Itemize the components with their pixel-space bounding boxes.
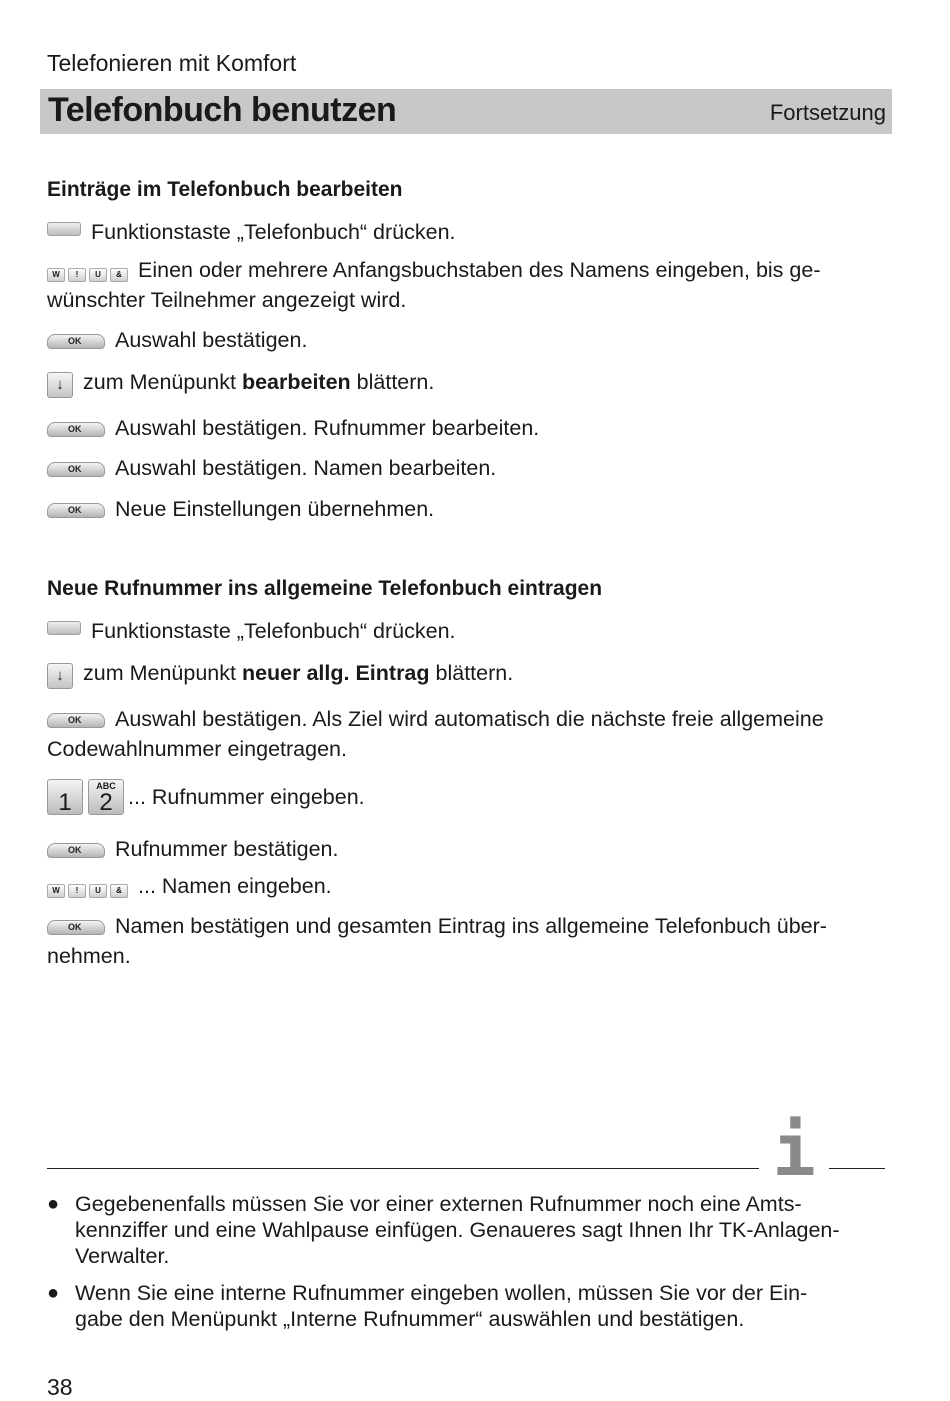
new-step-4: 1 ABC 2 ... Rufnummer eingeben. [47, 779, 887, 815]
continuation-label: Fortsetzung [769, 100, 886, 125]
edit-step-2: W ! U & Einen oder mehrere Anfangsbuchstaben des Namens eingeben, bis ge- wünschter Teilnehmer angezeigt wird. [47, 258, 821, 312]
new-section-heading: Neue Rufnummer ins allgemeine Telefonbuch eintragen [47, 577, 603, 600]
edit-step-1: Funktionstaste „Telefonbuch“ drücken. [47, 217, 887, 247]
bullet-icon: ● [47, 1193, 60, 1215]
ok-key-icon: OK [47, 713, 105, 728]
ok-key-icon: OK [47, 503, 105, 518]
info-divider [829, 1168, 885, 1169]
new-step-1: Funktionstaste „Telefonbuch“ drücken. [47, 616, 887, 646]
ok-key-icon: OK [47, 843, 105, 858]
letter-keys-icon: W ! U & [47, 268, 128, 282]
info-divider [47, 1168, 759, 1169]
edit-step-5: OK Auswahl bestätigen. Rufnummer bearbeiten. [47, 413, 887, 443]
phonebook-key-icon [47, 222, 81, 236]
new-step-6: W ! U & ... Namen eingeben. [47, 871, 887, 901]
ok-key-icon: OK [47, 462, 105, 477]
edit-step-4: ↓ zum Menüpunkt bearbeiten blättern. [47, 367, 887, 398]
edit-section-heading: Einträge im Telefonbuch bearbeiten [47, 178, 403, 201]
new-step-7: OK Namen bestätigen und gesamten Eintrag ins allgemeine Telefonbuch über- nehmen. [47, 914, 827, 968]
phonebook-key-icon [47, 621, 81, 635]
key-1-icon: 1 [47, 779, 83, 815]
info-bullet-1: ● Gegebenenfalls müssen Sie vor einer externen Rufnummer noch eine Amts- kennziffer und eine Wahlpause einfügen. Genaueres sagt Ihnen Ihr TK-Anlagen- Verwalter. [47, 1192, 840, 1268]
new-step-3: OK Auswahl bestätigen. Als Ziel wird automatisch die nächste freie allgemeine Codewahlnummer eingetragen. [47, 707, 824, 761]
key-2-icon: ABC 2 [88, 779, 124, 815]
ok-key-icon: OK [47, 920, 105, 935]
bullet-icon: ● [47, 1282, 60, 1304]
edit-step-7: OK Neue Einstellungen übernehmen. [47, 494, 887, 524]
ok-key-icon: OK [47, 334, 105, 349]
arrow-down-key-icon: ↓ [47, 663, 73, 689]
info-bullet-2: ● Wenn Sie eine interne Rufnummer eingeben wollen, müssen Sie vor der Ein- gabe den Menüpunkt „Interne Rufnummer“ auswählen und bestätigen. [47, 1281, 808, 1331]
section-label: Telefonieren mit Komfort [47, 50, 297, 76]
new-step-5: OK Rufnummer bestätigen. [47, 834, 887, 864]
page-number: 38 [47, 1374, 73, 1400]
number-keys-icon [47, 779, 124, 815]
info-icon: i [772, 1108, 816, 1192]
letter-keys-icon: W ! U & [47, 884, 128, 898]
edit-step-6: OK Auswahl bestätigen. Namen bearbeiten. [47, 453, 887, 483]
page-title: Telefonbuch benutzen [48, 91, 397, 129]
edit-step-3: OK Auswahl bestätigen. [47, 325, 887, 355]
ok-key-icon: OK [47, 422, 105, 437]
new-step-2: ↓ zum Menüpunkt neuer allg. Eintrag blättern. [47, 658, 887, 689]
arrow-down-key-icon: ↓ [47, 372, 73, 398]
